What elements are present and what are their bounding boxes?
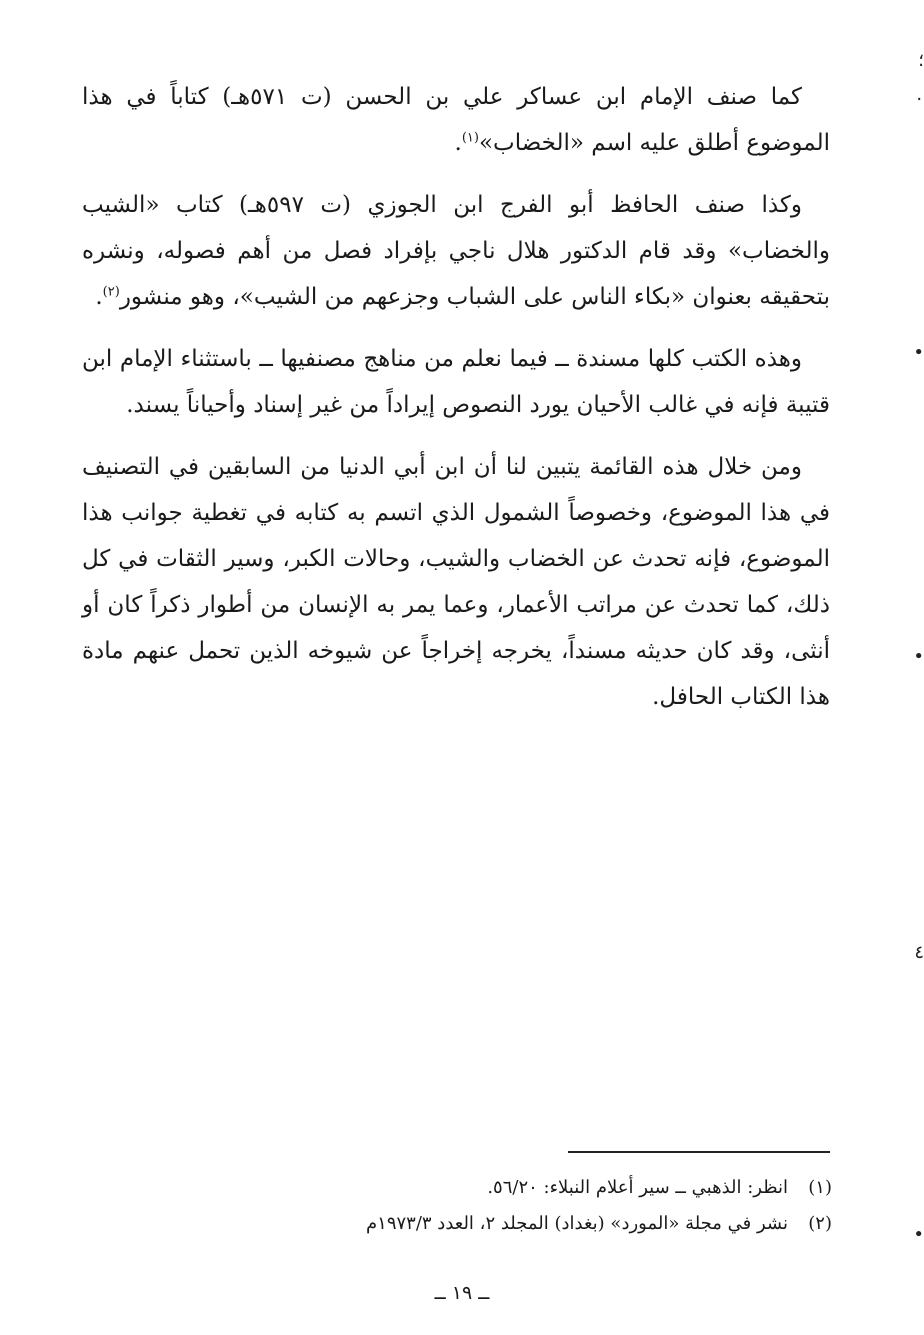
paragraph-isnad [82, 336, 830, 428]
paragraph-ibn-asakir [82, 74, 830, 166]
paragraph-text: وكذا صنف الحافظ أبو الفرج ابن الجوزي (ت ٥٩٧هـ) كتاب «الشيب والخضاب» وقد قام الدكتور هلال ناجي بإفراد فصل من أهم فصوله، ونشره بتحقيقه بعنوان «بكاء الناس على الشباب وجزعهم من الشيب»، وهو منشور [82, 192, 830, 310]
footnotes-section [120, 1170, 832, 1242]
main-text-body [82, 74, 830, 736]
footnote-item [120, 1170, 832, 1206]
page-number: ــ ١٩ ــ [434, 1282, 490, 1304]
footnote-separator [568, 1151, 830, 1153]
edge-mark: ٤ [914, 942, 924, 963]
paragraph-text: كما صنف الإمام ابن عساكر علي بن الحسن (ت ٥٧١هـ) كتاباً في هذا الموضوع أطلق عليه اسم «الخضاب» [82, 84, 830, 156]
footnote-text: نشر في مجلة «المورد» (بغداد) المجلد ٢، العدد ١٩٧٣/٣م [366, 1213, 788, 1234]
footnote-text: انظر: الذهبي ــ سير أعلام النبلاء: ٥٦/٢٠. [487, 1177, 788, 1198]
edge-mark: ؛ [918, 50, 924, 71]
paragraph-text: ومن خلال هذه القائمة يتبين لنا أن ابن أبي الدنيا من السابقين في التصنيف في هذا الموضوع، وخصوصاً الشمول الذي اتسم به كتابه في تغطية جوانب هذا الموضوع، فإنه تحدث عن الخضاب والشيب، وحالات الكبر، وسير الثقات في كل ذلك، كما تحدث عن مراتب الأعمار، وعما يمر به الإنسان من أطوار ذكراً كان أو أنثى، وقد كان حديثه مسنداً، يخرجه إخراجاً عن شيوخه الذين تحمل عنهم مادة هذا الكتاب الحافل. [82, 454, 830, 710]
footnote-reference[interactable]: (٢) [102, 284, 120, 300]
paragraph-tail: . [95, 284, 103, 310]
footnote-number: (٢) [808, 1213, 832, 1234]
edge-mark: ٠ [914, 88, 924, 109]
footnote-number: (١) [808, 1177, 832, 1198]
paragraph-ibn-aljawzi [82, 182, 830, 320]
paragraph-conclusion [82, 444, 830, 720]
edge-mark: • [913, 342, 924, 363]
paragraph-tail: . [454, 130, 462, 156]
paragraph-text: وهذه الكتب كلها مسندة ــ فيما نعلم من مناهج مصنفيها ــ باستثناء الإمام ابن قتيبة فإنه في غالب الأحيان يورد النصوص إيراداً من غير إسناد وأحياناً يسند. [82, 346, 830, 418]
edge-mark: • [913, 1224, 924, 1245]
edge-mark: • [913, 646, 924, 667]
footnote-reference[interactable]: (١) [461, 130, 479, 146]
footnote-item [120, 1206, 832, 1242]
